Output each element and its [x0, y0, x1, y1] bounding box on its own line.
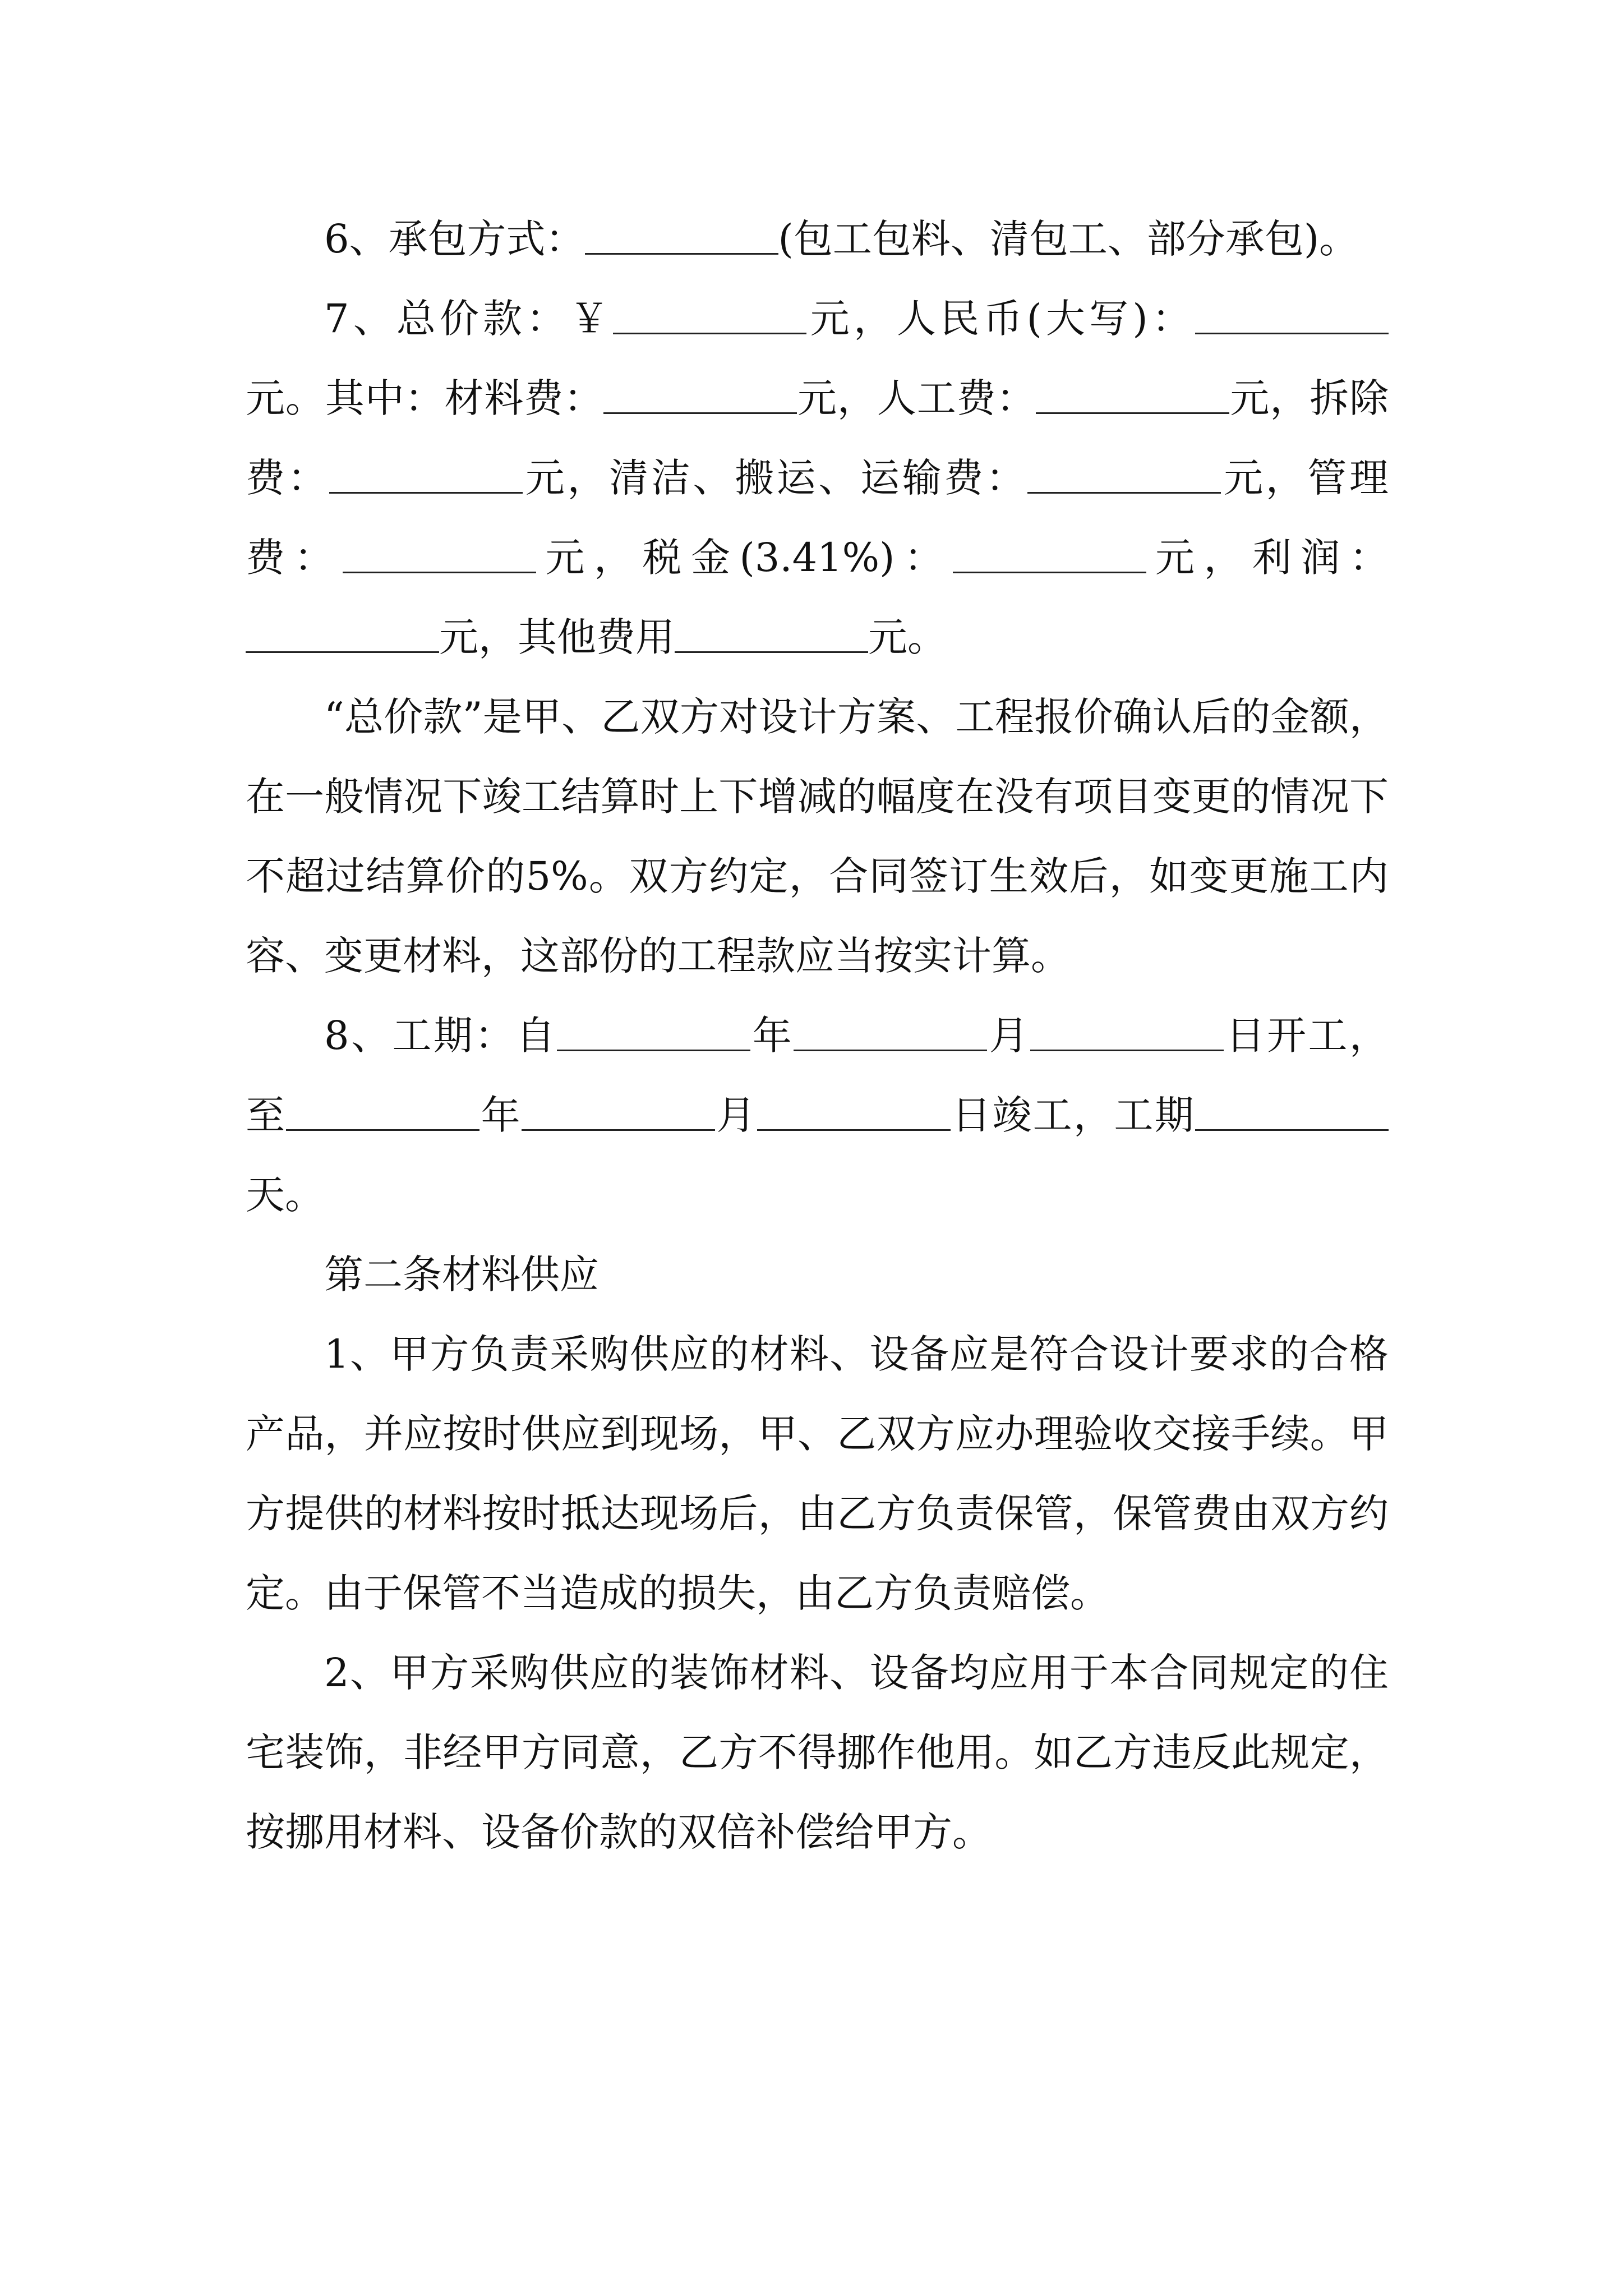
fill-blank[interactable] — [757, 1094, 951, 1131]
clause-8-duration — [246, 996, 1389, 1235]
clause-8-text: 天。 — [246, 1172, 324, 1218]
clause-7-text: 元，人民币(大写)： — [806, 296, 1195, 342]
fill-blank[interactable] — [1195, 1094, 1389, 1131]
clause-7-text: 元，管理费： — [246, 455, 1389, 581]
article-2-clause-1: 1、甲方负责采购供应的材料、设备应是符合设计要求的合格产品，并应按时供应到现场，甲、乙双方应办理验收交接手续。甲方提供的材料按时抵达现场后，由乙方负责保管，保管费由双方约定。由于保管不当造成的损失，由乙方负责赔偿。 — [246, 1331, 1389, 1616]
clause-7-text: 元，人工费： — [797, 375, 1036, 421]
article-2-title: 第二条材料供应 — [324, 1251, 599, 1297]
clause-6-contract-mode — [246, 199, 1389, 279]
fill-blank[interactable] — [557, 1014, 750, 1051]
fill-blank[interactable] — [246, 616, 439, 653]
clause-8-text: 年 — [479, 1092, 522, 1138]
clause-8-lead: 8、工期：自 — [324, 1013, 557, 1059]
clause-7-text: 元，拆除费： — [246, 375, 1389, 501]
fill-blank[interactable] — [953, 536, 1146, 573]
fill-blank[interactable] — [675, 616, 868, 653]
fill-blank[interactable] — [1027, 457, 1221, 494]
fill-blank[interactable] — [613, 297, 806, 334]
article-2-clause-2: 2、甲方采购供应的装饰材料、设备均应用于本合同规定的住宅装饰，非经甲方同意，乙方不得挪作他用。如乙方违反此规定，按挪用材料、设备价款的双倍补偿给甲方。 — [246, 1650, 1389, 1855]
clause-7-total-price — [246, 279, 1389, 677]
fill-blank[interactable] — [794, 1014, 987, 1051]
clause-7-lead: 7、总价款：￥ — [324, 296, 613, 342]
fill-blank[interactable] — [522, 1094, 715, 1131]
fill-blank[interactable] — [286, 1094, 479, 1131]
clause-8-text: 月 — [987, 1013, 1031, 1059]
clause-6-tail: (包工包料、清包工、部分承包)。 — [778, 216, 1359, 262]
clause-7-text: 元，其他费用 — [439, 614, 675, 660]
clause-7-text: 元，税金(3.41%)： — [536, 535, 953, 581]
clause-7-text: 元。其中：材料费： — [246, 375, 604, 421]
clause-6-lead: 6、承包方式： — [324, 216, 585, 262]
clause-8-text: 月 — [715, 1092, 757, 1138]
fill-blank[interactable] — [1036, 377, 1229, 414]
clause-7-text: 元，利润： — [1146, 535, 1389, 581]
total-price-note: “总价款”是甲、乙双方对设计方案、工程报价确认后的金额，在一般情况下竣工结算时上下增减的幅度在没有项目变更的情况下不超过结算价的5%。双方约定，合同签订生效后，如变更施工内容、变更材料，这部份的工程款应当按实计算。 — [246, 694, 1389, 979]
fill-blank[interactable] — [1030, 1014, 1224, 1051]
clause-8-text: 日开工，至 — [246, 1013, 1389, 1138]
fill-blank[interactable] — [329, 457, 523, 494]
fill-blank[interactable] — [343, 536, 536, 573]
contract-page — [246, 199, 1389, 1872]
fill-blank[interactable] — [603, 377, 797, 414]
clause-7-text: 元。 — [868, 614, 947, 660]
clause-8-text: 年 — [750, 1013, 794, 1059]
fill-blank[interactable] — [1195, 297, 1389, 334]
fill-blank[interactable] — [585, 218, 778, 255]
clause-8-text: 日竣工，工期 — [950, 1092, 1196, 1138]
clause-7-text: 元，清洁、搬运、运输费： — [523, 455, 1028, 501]
